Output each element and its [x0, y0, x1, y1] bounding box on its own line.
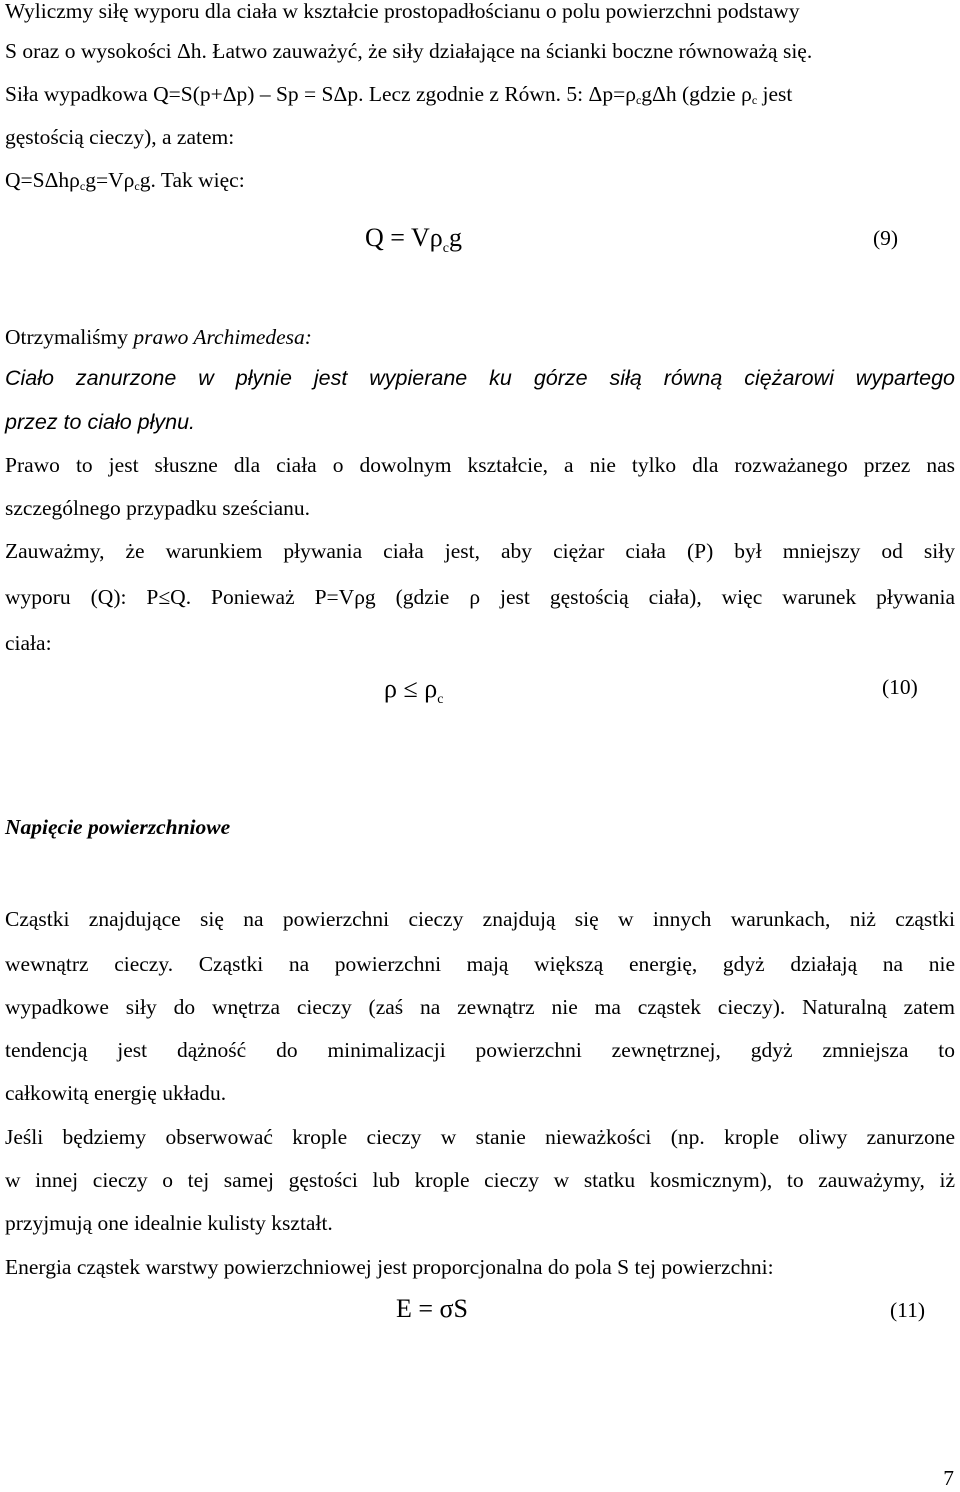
text-line: Siła wypadkowa Q=S(p+Δp) – Sp = SΔp. Lecz zgodnie z Równ. 5: $\Delta p=\rho_cg\Delta h$ (gdzie $\rho_c$ jest: [5, 82, 793, 107]
equation-formula: $Q = V\rho_cg$: [365, 223, 462, 256]
equation-formula: $\rho \le \rho_c$: [384, 674, 444, 707]
text-line: $Q=S\Delta h\rho_cg=V\rho_cg$. Tak więc:: [5, 168, 245, 193]
section-heading: Napięcie powierzchniowe: [5, 815, 231, 839]
text-line: w innej cieczy o tej samej gęstości lub krople cieczy w statku kosmicznym), to zauważymy, iż: [5, 1168, 955, 1192]
text-line: gęstością cieczy), a zatem:: [5, 125, 235, 149]
text-line: Wyliczmy siłę wyporu dla ciała w kształcie prostopadłościanu o polu powierzchni podstawy: [5, 0, 800, 23]
text-line: całkowitą energię układu.: [5, 1081, 227, 1105]
equation-number: (9): [873, 226, 899, 250]
text-line: szczególnego przypadku sześcianu.: [5, 496, 311, 520]
page-number: 7: [943, 1466, 954, 1490]
text-line: przyjmują one idealnie kulisty kształt.: [5, 1211, 333, 1235]
law-statement: Ciało zanurzone w płynie jest wypierane ku górze siłą równą ciężarowi wypartego: [5, 366, 955, 390]
equation-number: (11): [890, 1298, 926, 1322]
text-line: Jeśli będziemy obserwować krople cieczy w stanie nieważkości (np. krople oliwy zanurzone: [5, 1125, 955, 1149]
text-line: Energia cząstek warstwy powierzchniowej jest proporcjonalna do pola S tej powierzchni:: [5, 1255, 774, 1279]
text-line: wyporu (Q): P≤Q. Ponieważ P=Vρg (gdzie ρ jest gęstością ciała), więc warunek pływania: [5, 585, 955, 609]
equation-formula: E = σS: [396, 1294, 469, 1323]
text-line: wewnątrz cieczy. Cząstki na powierzchni mają większą energię, gdyż działają na nie: [5, 952, 955, 976]
text-line: ciała:: [5, 631, 52, 655]
text-line: Prawo to jest słuszne dla ciała o dowolnym kształcie, a nie tylko dla rozważanego przez nas: [5, 453, 955, 477]
text-line: S oraz o wysokości Δh. Łatwo zauważyć, że siły działające na ścianki boczne równoważą się.: [5, 39, 813, 63]
equation-number: (10): [882, 675, 918, 699]
text-line: Zauważmy, że warunkiem pływania ciała jest, aby ciężar ciała (P) był mniejszy od siły: [5, 539, 955, 563]
text-line: tendencją jest dążność do minimalizacji powierzchni zewnętrznej, gdyż zmniejsza to: [5, 1038, 955, 1062]
text-line: Otrzymaliśmy prawo Archimedesa:: [5, 325, 312, 349]
text-line: wypadkowe siły do wnętrza cieczy (zaś na zewnątrz nie ma cząstek cieczy). Naturalną zatem: [5, 995, 955, 1019]
law-statement: przez to ciało płynu.: [5, 410, 196, 434]
text-line: Cząstki znajdujące się na powierzchni cieczy znajdują się w innych warunkach, niż cząstki: [5, 907, 955, 931]
